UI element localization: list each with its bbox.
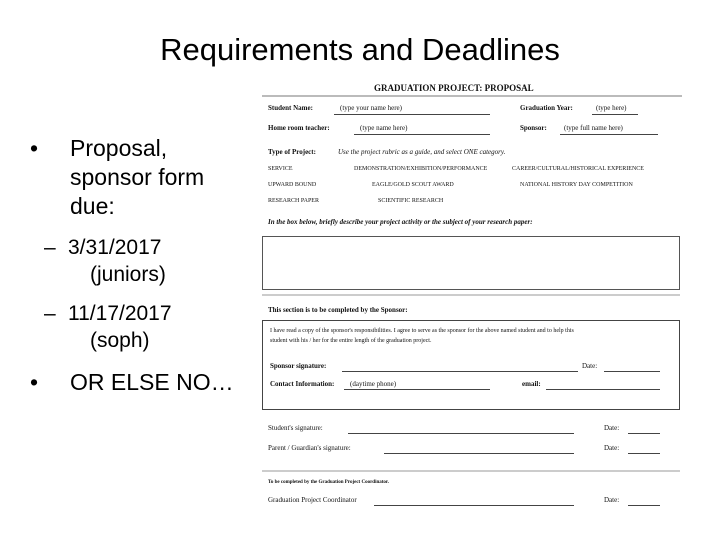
sponsor-label: Sponsor:: [520, 124, 547, 132]
bullet-text: sponsor form: [70, 164, 205, 190]
describe-prompt: In the box below, briefly describe your project activity or the subject of your research paper:: [268, 218, 533, 226]
bullet-text: due:: [70, 193, 115, 219]
underline: [628, 453, 660, 454]
category-demonstration: DEMONSTRATION/EXHIBITION/PERFORMANCE: [354, 166, 488, 172]
contact-label: Contact Information:: [270, 380, 335, 388]
underline: [384, 453, 574, 454]
bullet-icon: •: [30, 135, 39, 161]
underline: [560, 134, 658, 135]
dash-icon: –: [44, 302, 56, 325]
contact-phone: (daytime phone): [350, 380, 397, 388]
sub-bullet-note: (soph): [90, 329, 150, 352]
dash-icon: –: [44, 236, 56, 259]
sub-bullet-date: 11/17/2017: [68, 302, 172, 325]
sub-bullet-juniors: [0, 234, 255, 288]
category-service: SERVICE: [268, 166, 293, 172]
project-type-label: Type of Project:: [268, 148, 316, 156]
divider: [262, 95, 682, 97]
grad-year-label: Graduation Year:: [520, 104, 573, 112]
underline: [374, 505, 574, 506]
coordinator-note: To be completed by the Graduation Project Coordinator.: [268, 480, 389, 485]
underline: [334, 114, 490, 115]
email-label: email:: [522, 380, 541, 388]
underline: [348, 433, 574, 434]
sub-bullet-date: 3/31/2017: [68, 236, 162, 259]
bullet-list: [30, 134, 255, 397]
sub-bullet-soph: [0, 300, 255, 354]
parent-signature-label: Parent / Guardian's signature:: [268, 444, 351, 452]
underline: [344, 389, 490, 390]
divider: [262, 294, 680, 296]
underline: [354, 134, 490, 135]
underline: [342, 371, 578, 372]
underline: [592, 114, 638, 115]
category-history-day: NATIONAL HISTORY DAY COMPETITION: [520, 182, 633, 188]
date-label: Date:: [604, 424, 620, 432]
date-label: Date:: [582, 362, 598, 370]
form-title: GRADUATION PROJECT: PROPOSAL: [374, 83, 534, 93]
sponsor-statement-line1: I have read a copy of the sponsor's responsibilities. I agree to serve as the sponsor for the above named student and to help this: [270, 328, 574, 334]
category-scientific-research: SCIENTIFIC RESEARCH: [378, 198, 444, 204]
student-signature-label: Student's signature:: [268, 424, 323, 432]
coordinator-label: Graduation Project Coordinator: [268, 496, 357, 504]
bullet-text: OR ELSE NO…: [70, 369, 234, 395]
proposal-form-image: [262, 80, 682, 512]
project-type-hint: Use the project rubric as a guide, and select ONE category.: [338, 148, 506, 156]
date-label: Date:: [604, 496, 620, 504]
underline: [628, 505, 660, 506]
homeroom-value: (type name here): [360, 124, 408, 132]
sponsor-value: (type full name here): [564, 124, 623, 132]
grad-year-value: (type here): [596, 104, 627, 112]
sponsor-section-label: This section is to be completed by the Sponsor:: [268, 306, 408, 314]
homeroom-label: Home room teacher:: [268, 124, 330, 132]
category-upward-bound: UPWARD BOUND: [268, 182, 317, 188]
category-career: CAREER/CULTURAL/HISTORICAL EXPERIENCE: [512, 166, 644, 172]
underline: [546, 389, 660, 390]
underline: [604, 371, 660, 372]
underline: [628, 433, 660, 434]
bullet-or-else: [30, 368, 255, 397]
description-box: [262, 236, 680, 290]
divider: [262, 470, 680, 472]
date-label: Date:: [604, 444, 620, 452]
bullet-icon: •: [30, 369, 39, 395]
sub-bullet-note: (juniors): [90, 263, 166, 286]
student-name-value: (type your name here): [340, 104, 402, 112]
slide-title: Requirements and Deadlines: [160, 32, 560, 67]
bullet-proposal: [30, 134, 255, 221]
category-research-paper: RESEARCH PAPER: [268, 198, 319, 204]
bullet-text: Proposal,: [70, 135, 168, 161]
sponsor-signature-label: Sponsor signature:: [270, 362, 327, 370]
category-eagle-scout: EAGLE/GOLD SCOUT AWARD: [372, 182, 454, 188]
sponsor-statement-line2: student with his / her for the entire length of the graduation project.: [270, 338, 432, 344]
student-name-label: Student Name:: [268, 104, 313, 112]
